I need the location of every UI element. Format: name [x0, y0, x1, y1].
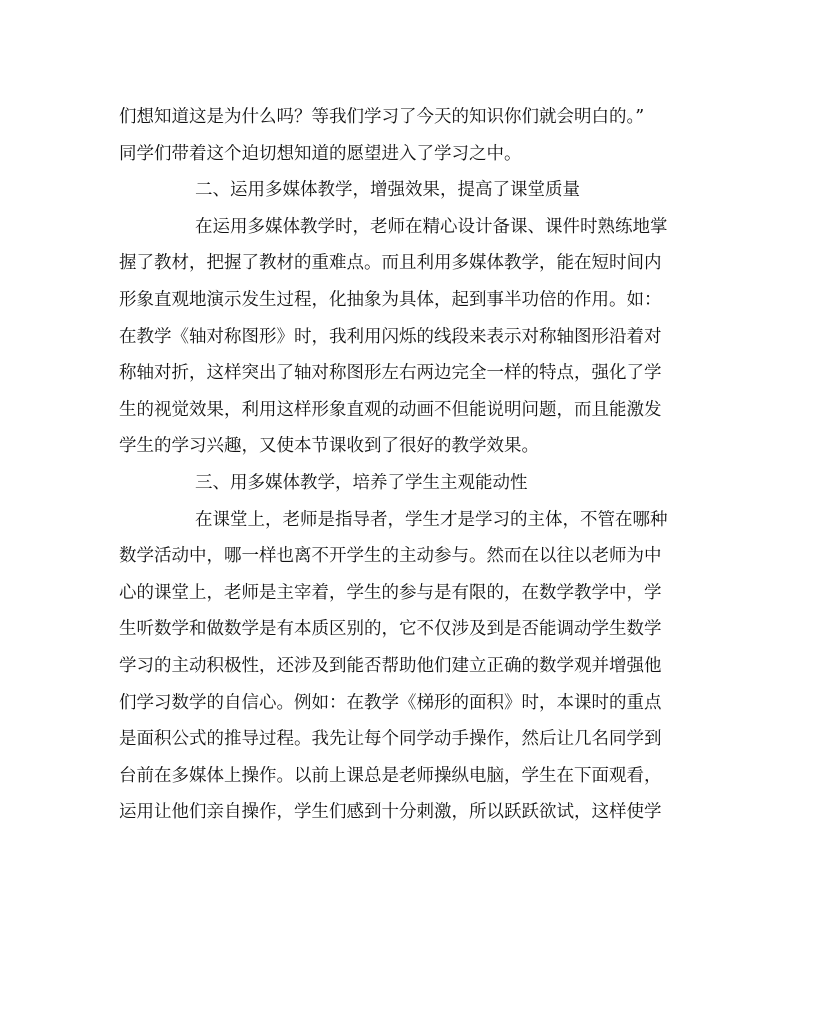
- text-line: 数学活动中，哪一样也离不开学生的主动参与。然而在以往以老师为中: [119, 546, 662, 567]
- text-line: 握了教材，把握了教材的重难点。而且利用多媒体教学，能在短时间内: [119, 253, 662, 274]
- text-line: 形象直观地演示发生过程，化抽象为具体，起到事半功倍的作用。如：: [119, 289, 662, 310]
- text-line: 台前在多媒体上操作。以前上课总是老师操纵电脑，学生在下面观看，: [119, 765, 662, 786]
- text-line: 生的视觉效果，利用这样形象直观的动画不但能说明问题，而且能激发: [119, 399, 662, 420]
- section-heading: 二、运用多媒体教学，增强效果，提高了课堂质量: [195, 180, 580, 201]
- section-heading: 三、用多媒体教学，培养了学生主观能动性: [195, 472, 528, 493]
- text-line: 称轴对折，这样突出了轴对称图形左右两边完全一样的特点，强化了学: [119, 363, 662, 384]
- text-line: 生听数学和做数学是有本质区别的，它不仅涉及到是否能调动学生数学: [119, 619, 662, 640]
- document-body: [119, 99, 699, 831]
- text-line: 学生的学习兴趣，又使本节课收到了很好的教学效果。: [119, 436, 539, 457]
- text-line: 在教学《轴对称图形》时，我利用闪烁的线段来表示对称轴图形沿着对: [119, 326, 662, 347]
- paragraph-first-line: 在运用多媒体教学时，老师在精心设计备课、课件时熟练地掌: [195, 216, 668, 237]
- text-line: 运用让他们亲自操作，学生们感到十分刺激，所以跃跃欲试，这样使学: [119, 802, 662, 823]
- text-line: 是面积公式的推导过程。我先让每个同学动手操作，然后让几名同学到: [119, 729, 662, 750]
- text-line: 们学习数学的自信心。例如：在教学《梯形的面积》时，本课时的重点: [119, 692, 662, 713]
- text-line: 心的课堂上，老师是主宰着，学生的参与是有限的，在数学教学中，学: [119, 582, 662, 603]
- text-line: 学习的主动积极性，还涉及到能否帮助他们建立正确的数学观并增强他: [119, 655, 662, 676]
- text-line: 同学们带着这个迫切想知道的愿望进入了学习之中。: [119, 143, 522, 164]
- text-line: 们想知道这是为什么吗？等我们学习了今天的知识你们就会明白的。”: [119, 107, 645, 127]
- paragraph-first-line: 在课堂上，老师是指导者，学生才是学习的主体，不管在哪种: [195, 509, 668, 530]
